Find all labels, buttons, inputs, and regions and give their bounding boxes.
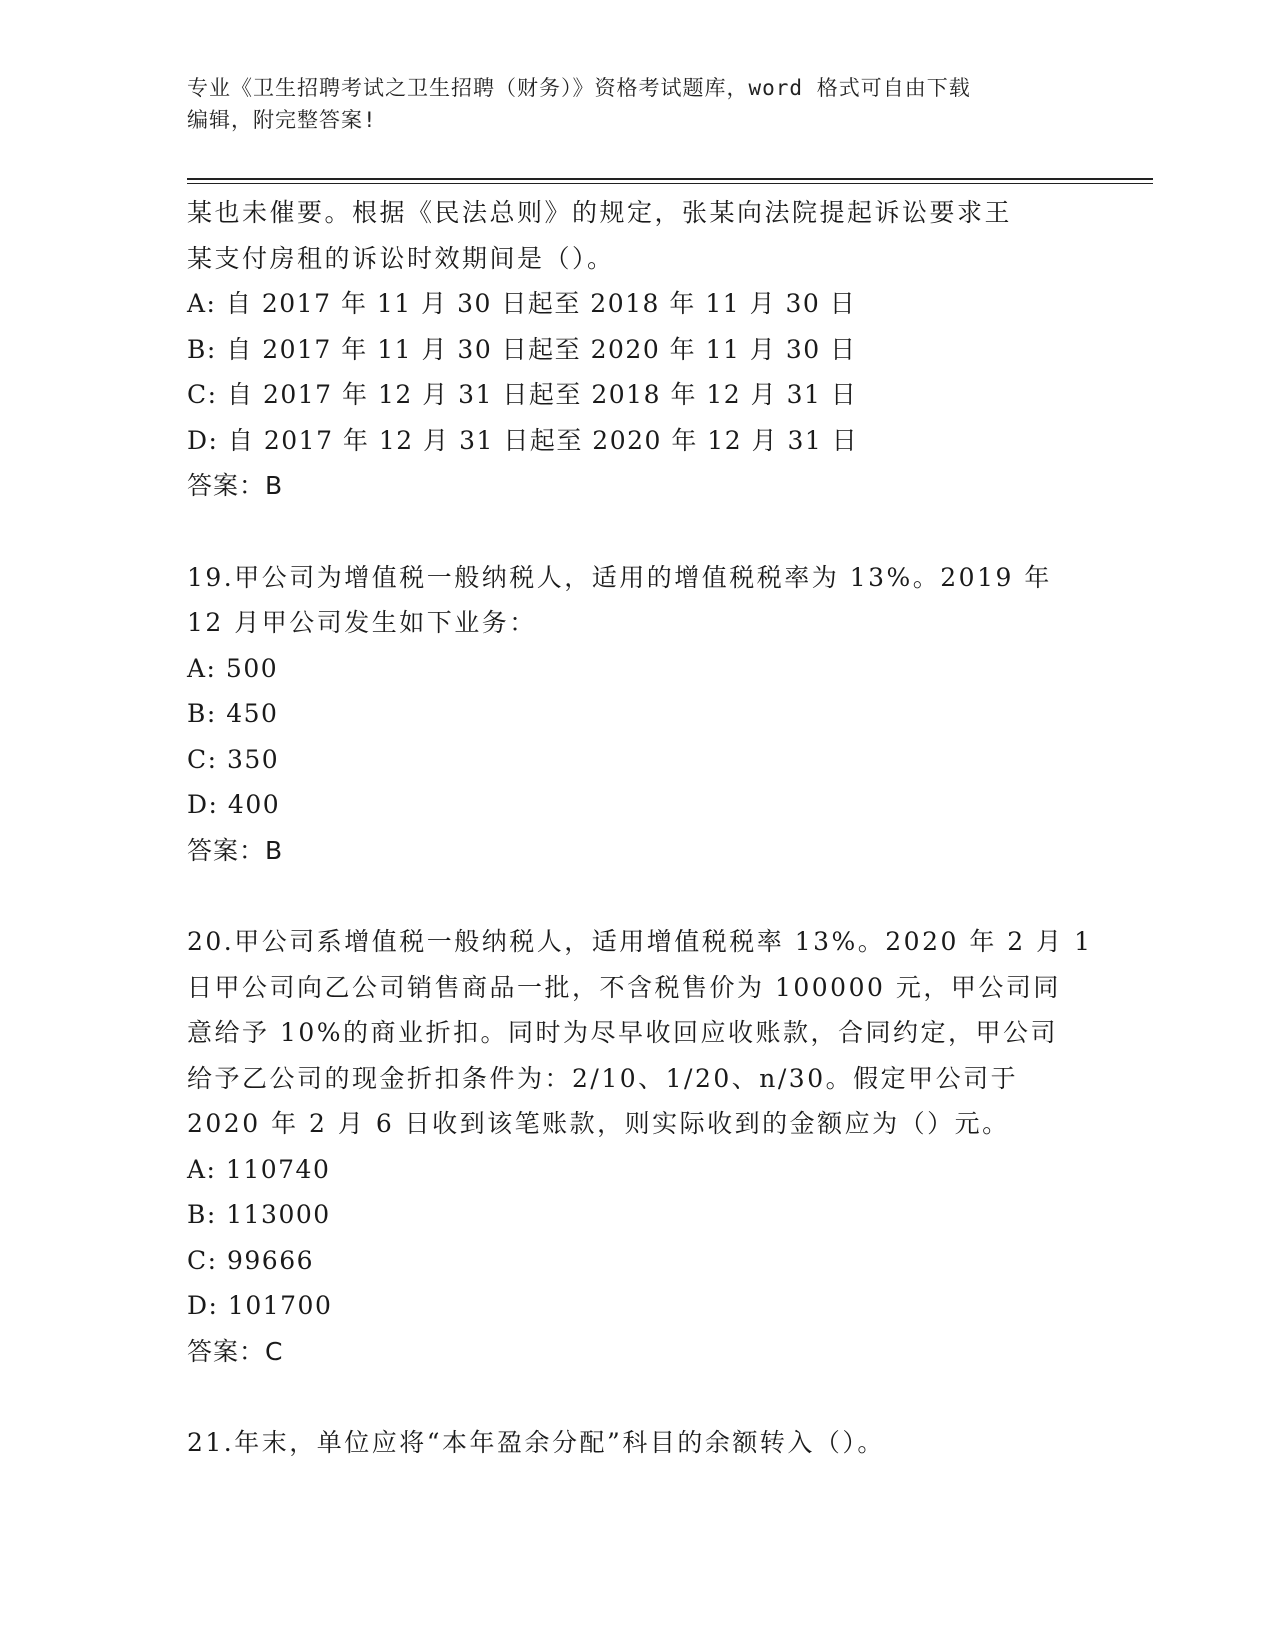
option-c: C: 99666 — [187, 1245, 315, 1275]
answer-label: 答案：C — [187, 1336, 284, 1366]
option-c: C: 350 — [187, 744, 280, 774]
header-divider — [187, 183, 1153, 184]
option-d: D: 自 2017 年 12 月 31 日起至 2020 年 12 月 31 日 — [187, 425, 859, 455]
question-19 — [187, 555, 1087, 874]
question-18 — [187, 190, 1087, 509]
option-d: D: 101700 — [187, 1291, 333, 1320]
header-line: 专业《卫生招聘考试之卫生招聘（财务）》资格考试题库，word 格式可自由下载 — [187, 76, 971, 100]
option-d: D: 400 — [187, 790, 281, 819]
question-stem-line: 某也未催要。根据《民法总则》的规定，张某向法院提起诉讼要求王 — [187, 198, 1013, 227]
option-c: C: 自 2017 年 12 月 31 日起至 2018 年 12 月 31 日 — [187, 380, 858, 409]
header-divider — [187, 178, 1153, 180]
question-stem-line: 给予乙公司的现金折扣条件为：2/10、1/20、n/30。假定甲公司于 — [187, 1063, 1019, 1093]
question-stem-line: 意给予 10%的商业折扣。同时为尽早收回应收账款，合同约定，甲公司 — [187, 1018, 1059, 1047]
question-stem-line: 2020 年 2 月 6 日收到该笔账款，则实际收到的金额应为（）元。 — [187, 1109, 1010, 1138]
option-b: B: 113000 — [187, 1200, 331, 1229]
question-stem-line: 12 月甲公司发生如下业务： — [187, 608, 537, 637]
question-stem-line: 20.甲公司系增值税一般纳税人，适用增值税税率 13%。2020 年 2 月 1 — [187, 927, 1093, 956]
header-line: 编辑，附完整答案! — [187, 108, 377, 132]
question-stem-line: 21.年末，单位应将“本年盈余分配”科目的余额转入（）。 — [187, 1428, 885, 1457]
answer-label: 答案：B — [187, 835, 284, 865]
question-21 — [187, 1420, 1087, 1466]
option-b: B: 自 2017 年 11 月 30 日起至 2020 年 11 月 30 日 — [187, 334, 857, 364]
question-list — [187, 190, 1093, 1466]
option-a: A: 500 — [187, 653, 279, 683]
page-header — [187, 72, 1087, 136]
question-stem-line: 某支付房租的诉讼时效期间是（）。 — [187, 243, 615, 273]
question-stem-line: 19.甲公司为增值税一般纳税人，适用的增值税税率为 13%。2019 年 — [187, 562, 1052, 592]
answer-label: 答案：B — [187, 471, 284, 500]
option-b: B: 450 — [187, 699, 279, 728]
option-a: A: 110740 — [187, 1154, 331, 1184]
option-a: A: 自 2017 年 11 月 30 日起至 2018 年 11 月 30 日 — [187, 289, 857, 318]
question-20 — [187, 919, 1093, 1374]
question-stem-line: 日甲公司向乙公司销售商品一批，不含税售价为 100000 元，甲公司同 — [187, 972, 1061, 1002]
